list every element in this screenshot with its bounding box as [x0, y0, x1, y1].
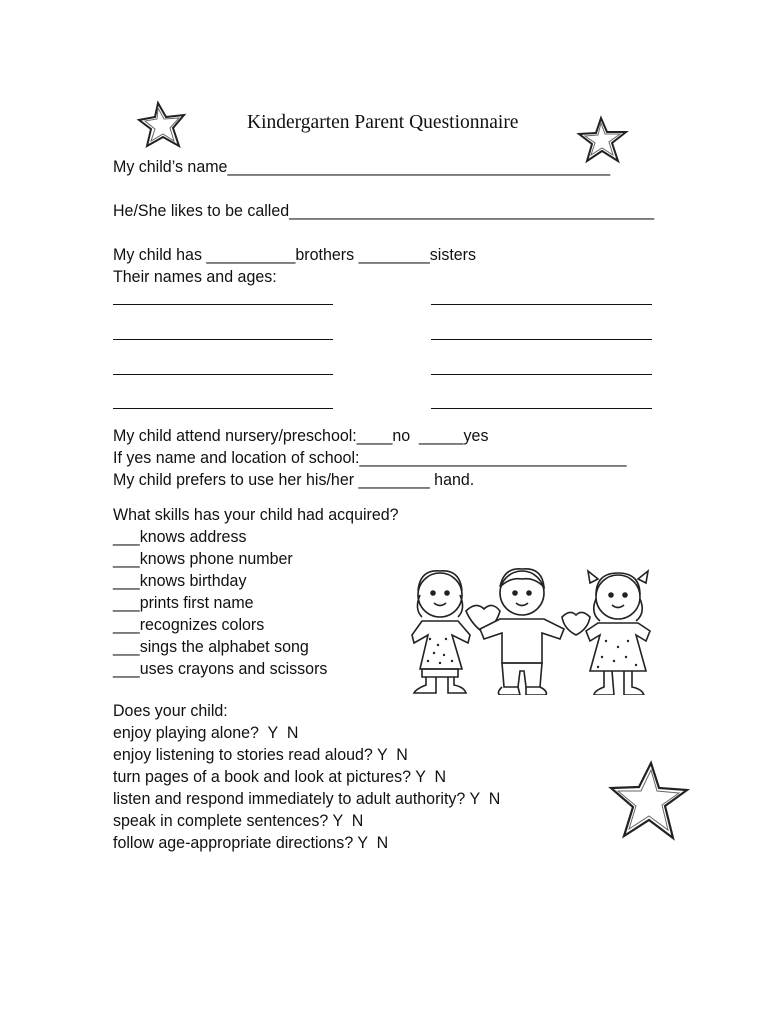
- siblings-field[interactable]: My child has __________brothers ________sisters: [113, 246, 477, 264]
- skill-item[interactable]: ___sings the alphabet song: [113, 638, 309, 656]
- skills-heading: What skills has your child had acquired?: [113, 506, 399, 524]
- star-icon: [136, 100, 188, 150]
- yes-no-question[interactable]: speak in complete sentences? Y N: [113, 812, 364, 830]
- hand-field[interactable]: My child prefers to use her his/her ________ hand.: [113, 471, 475, 489]
- nursery-field[interactable]: My child attend nursery/preschool:____no _____yes: [113, 427, 489, 445]
- skill-item[interactable]: ___knows birthday: [113, 572, 247, 590]
- yes-no-question[interactable]: follow age-appropriate directions? Y N: [113, 834, 389, 852]
- child-name-field[interactable]: My child’s name___________________________________________: [113, 158, 611, 176]
- nickname-field[interactable]: He/She likes to be called_________________________________________: [113, 202, 655, 220]
- skill-item[interactable]: ___knows phone number: [113, 550, 293, 568]
- star-icon: [607, 760, 691, 842]
- does-your-child-heading: Does your child:: [113, 702, 228, 720]
- yes-no-question[interactable]: listen and respond immediately to adult authority? Y N: [113, 790, 501, 808]
- skill-item[interactable]: ___knows address: [113, 528, 247, 546]
- yes-no-question[interactable]: enjoy playing alone? Y N: [113, 724, 299, 742]
- names-ages-label: Their names and ages:: [113, 268, 277, 286]
- skill-item[interactable]: ___prints first name: [113, 594, 254, 612]
- skill-item[interactable]: ___recognizes colors: [113, 616, 265, 634]
- children-clipart-icon: [400, 565, 658, 695]
- yes-no-question[interactable]: enjoy listening to stories read aloud? Y N: [113, 746, 408, 764]
- page-title: Kindergarten Parent Questionnaire: [247, 112, 519, 133]
- school-location-field[interactable]: If yes name and location of school:______________________________: [113, 449, 627, 467]
- skill-item[interactable]: ___uses crayons and scissors: [113, 660, 328, 678]
- yes-no-question[interactable]: turn pages of a book and look at pictures? Y N: [113, 768, 447, 786]
